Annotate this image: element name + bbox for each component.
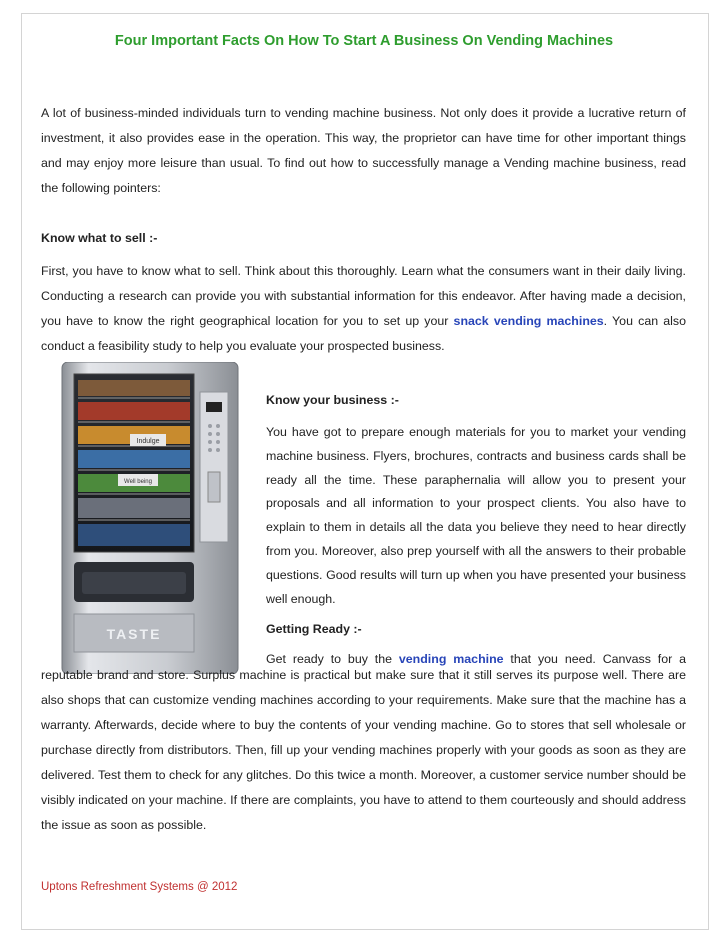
heading-getting-ready: Getting Ready :- [266, 622, 362, 636]
document-title: Four Important Facts On How To Start A Business On Vending Machines [114, 33, 614, 49]
indulge-label: Indulge [136, 438, 160, 445]
intro-paragraph: A lot of business-minded individuals turn to vending machine business. Not only does it provide a lucrative return of investment, it also provides ease in the operation. This way, the proprietor can have time for other important things and may enjoy more leisure than usual. To find out how to successfully manage a Vending machine business, read the following pointers: [41, 106, 686, 195]
heading-know-what-to-sell: Know what to sell :- [41, 231, 158, 245]
know-what-to-sell-paragraph [41, 259, 686, 359]
know-what-to-sell-text-end: . You can also conduct a feasibility study to help you evaluate your prospected business. [41, 314, 686, 353]
getting-ready-paragraph: reputable brand and store. Surplus machine is practical but make sure that it still serves its purpose well. There are also shops that can customize vending machines according to your requirements. Make sure that the machine has a warranty. Afterwards, decide where to buy the contents of your vending machine. Go to stores that sell wholesale or purchase directly from distributors. Then, fill up your vending machines properly with your goods as soon as they are delivered. Test them to check for any glitches. Do this twice a month. Moreover, a customer service number should be visibly indicated on your machine. If there are complaints, you have to attend to them courteously and should address the issue as soon as possible. [41, 668, 686, 832]
vending-machine-link[interactable]: vending machine [398, 652, 504, 666]
getting-ready-lead-end: that you need. Canvass for a [503, 652, 687, 666]
taste-brand-label: TASTE [106, 626, 162, 642]
getting-ready-lead-text: Get ready to buy the [266, 652, 399, 666]
snack-vending-machines-link[interactable]: snack vending machines [453, 314, 604, 328]
know-what-to-sell-text: First, you have to know what to sell. Think about this thoroughly. Learn what the consumers want in their daily living. Conducting a research can provide you with substantial information for this endeavor. After having made a decision, you have to know the right geographical location for you to set up your [41, 264, 686, 328]
heading-know-your-business: Know your business :- [266, 393, 399, 407]
know-your-business-paragraph: You have got to prepare enough materials for you to market your vending machine business. Flyers, brochures, contracts and business cards shall be ready all the time. These paraphernalia will allow you to present your proposals and all information to your prospect clients. You also have to explain to them in details all the data you believe they need to hear directly from you. Moreover, also prep yourself with all the answers to their probable questions. Good results will turn up when you have presented your business well enough. [266, 425, 686, 606]
vending-machine-image [60, 362, 240, 674]
footer-copyright: Uptons Refreshment Systems @ 2012 [41, 881, 238, 893]
well-being-label: Well being [124, 479, 152, 485]
